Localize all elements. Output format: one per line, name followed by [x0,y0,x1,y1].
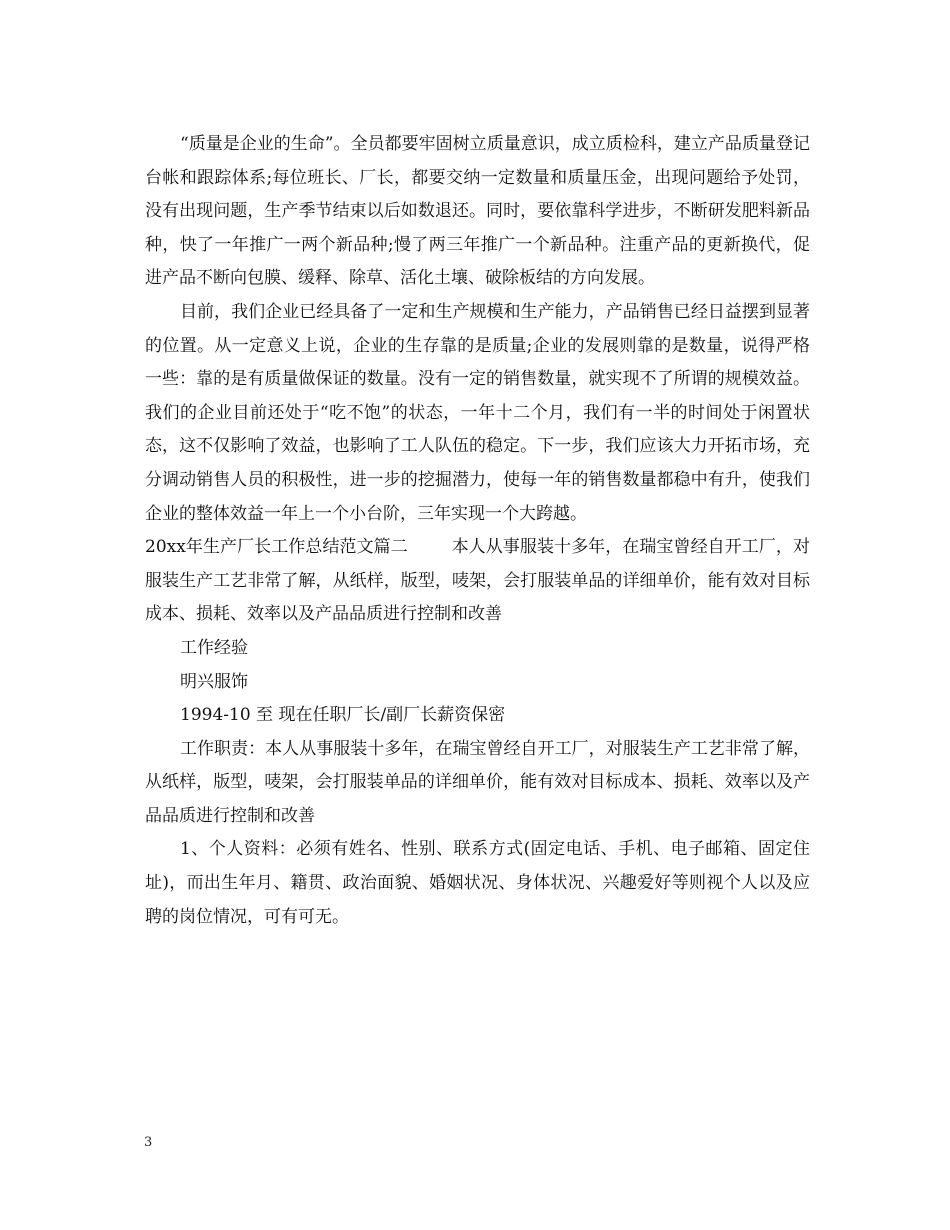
experience-label: 工作经验 [180,637,248,658]
heading-gap [408,537,452,557]
paragraph-quality: “质量是企业的生命”。全员都要牢固树立质量意识，成立质检科，建立产品质量登记台帐和跟踪体系;每位班长、厂长，都要交纳一定数量和质量压金，出现问题给予处罚，没有出现问题，生产季节结束以后如数退还。同时，要依靠科学进步，不断研发肥料新品种，快了一年推广一两个新品种;慢了两三年推广一个新品种。注重产品的更新换代，促进产品不断向包膜、缓释、除草、活化土壤、破除板结的方向发展。 [145,134,810,289]
document-body [145,128,810,934]
job-duties: 工作职责：本人从事服装十多年，在瑞宝曾经自开工厂，对服装生产工艺非常了解，从纸样，版型，唛架，会打服装单品的详细单价，能有效对目标成本、损耗、效率以及产品品质进行控制和改善 [145,738,810,826]
section-heading: 20xx年生产厂长工作总结范文篇二 [145,537,408,558]
paragraph-sales: 目前，我们企业已经具备了一定和生产规模和生产能力，产品销售已经日益摆到显著的位置。从一定意义上说，企业的生存靠的是质量;企业的发展则靠的是数量，说得严格一些：靠的是有质量做保证的数量。没有一定的销售数量，就实现不了所谓的规模效益。我们的企业目前还处于“吃不饱”的状态，一年十二个月，我们有一半的时间处于闲置状态，这不仅影响了效益，也影响了工人队伍的稳定。下一步，我们应该大力开拓市场，充分调动销售人员的积极性，进一步的挖掘潜力，使每一年的销售数量都稳中有升，使我们企业的整体效益一年上一个小台阶，三年实现一个大跨越。 [145,301,810,524]
employment-period: 1994-10 至 现在任职厂长/副厂长薪资保密 [180,705,506,726]
page-number: 3 [144,1135,153,1150]
section-intro: 本人从事服装十多年，在瑞宝曾经自开工厂，对服装生产工艺非常了解，从纸样，版型，唛架，会打服装单品的详细单价，能有效对目标成本、损耗、效率以及产品品质进行控制和改善 [145,537,810,625]
company-name: 明兴服饰 [180,671,248,692]
personal-info: 1、个人资料：必须有姓名、性别、联系方式(固定电话、手机、电子邮箱、固定住址)，而出生年月、籍贯、政治面貌、婚姻状况、身体状况、兴趣爱好等则视个人以及应聘的岗位情况，可有可无。 [145,839,810,927]
section-heading-line [145,531,810,632]
